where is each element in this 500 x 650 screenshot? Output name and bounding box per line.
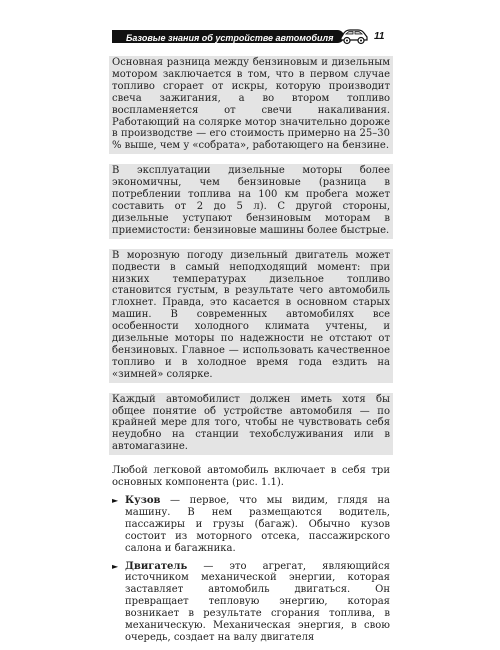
intro-paragraph: Любой легковой автомобиль включает в себя три основных компонента (рис. 1.1). <box>112 465 390 489</box>
paragraph: В морозную погоду дизельный двигатель может подвести в самый неподходящий момент: при низких температурах дизельное топливо становится густым, в результате чего автомобиль глохнет. Правда, это касается в основном старых машин. В современных автомобилях все особенности холодного климата учтены, и дизельные моторы по надежности не отстают от бензиновых. Главное — использовать качественное топливо и в холодное время года ездить на «зимней» солярке. <box>112 249 390 380</box>
list-term: Кузов <box>125 495 161 506</box>
text-block-3 <box>109 249 393 383</box>
header-bar <box>112 30 344 43</box>
text-block-4 <box>109 393 393 456</box>
bullet-arrow-icon: ► <box>112 561 119 571</box>
text-block-2 <box>109 164 393 238</box>
paragraph: Основная разница между бензиновым и дизельным мотором заключается в том, что в первом случае топливо сгорает от искры, которую производит свеча зажигания, а во втором топливо воспламеняется от свечи накаливания. Работающий на солярке мотор значительно дороже в производстве — его стоимость примерно на 25–30 % выше, чем у «собрата», работающего на бензине. <box>112 57 390 152</box>
text-block-1 <box>109 56 393 154</box>
list-item <box>112 561 390 644</box>
running-header <box>112 28 390 46</box>
list-text: — это агрегат, являющийся источником механической энергии, которая заставляет автомобиль двигаться. Он превращает тепловую энергию, которая возникает в результате сгорания топлива, в механическую. Механическая энергия, в свою очередь, создает на валу двигателя <box>125 560 390 643</box>
running-header-title: Базовые знания об устройстве автомобиля <box>126 33 334 43</box>
list-item <box>112 495 390 555</box>
paragraph: В эксплуатации дизельные моторы более экономичны, чем бензиновые (разница в потреблении топлива на 100 км пробега может составить от 2 до 5 л). С другой стороны, дизельные уступают бензиновым моторам в приемистости: бензиновые машины более быстрые. <box>112 165 390 236</box>
page-number: 11 <box>374 31 385 42</box>
list-term: Двигатель <box>125 560 188 572</box>
list-text: — первое, что мы видим, глядя на машину. В нем размещаются водитель, пассажиры и грузы (багаж). Обычно кузов состоит из моторного отсека, пассажирского салона и багажника. <box>125 495 390 554</box>
car-icon <box>338 24 370 46</box>
paragraph: Каждый автомобилист должен иметь хотя бы общее понятие об устройстве автомобиля — по крайней мере для того, чтобы не чувствовать себя неудобно на станции техобслуживания или в автомагазине. <box>112 393 390 453</box>
bullet-arrow-icon: ► <box>112 496 119 505</box>
page-body <box>112 56 390 650</box>
